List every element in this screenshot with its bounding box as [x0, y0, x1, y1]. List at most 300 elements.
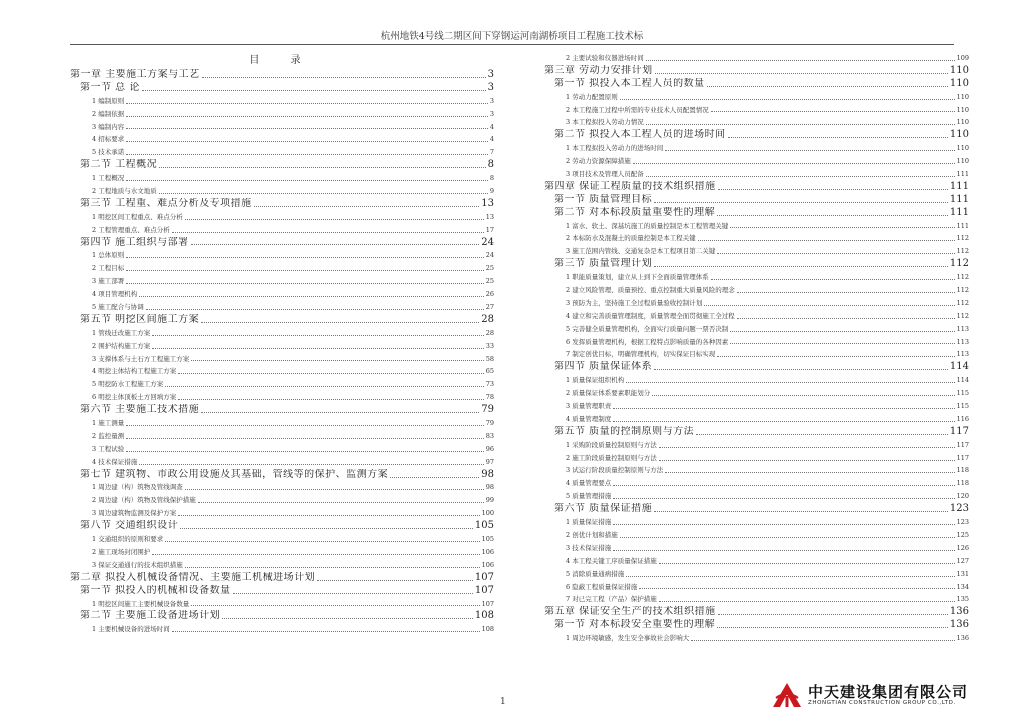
toc-dot-leader [646, 124, 955, 125]
toc-entry-item[interactable] [544, 581, 969, 594]
toc-entry-item[interactable] [544, 465, 969, 478]
toc-entry-page: 25 [485, 277, 494, 286]
toc-entry-item[interactable] [70, 224, 494, 237]
toc-dot-leader [717, 627, 948, 628]
toc-entry-item[interactable] [544, 155, 969, 168]
toc-entry-item[interactable] [70, 417, 494, 430]
toc-entry-item[interactable] [544, 336, 969, 349]
toc-entry-page: 96 [485, 444, 494, 453]
toc-dot-leader [126, 154, 488, 155]
toc-entry-page: 112 [949, 258, 969, 270]
toc-entry-page: 134 [956, 582, 969, 591]
toc-entry-page: 106 [481, 560, 494, 569]
toc-entry-chap[interactable] [544, 65, 969, 78]
toc-entry-page: 114 [949, 361, 969, 373]
toc-entry-page: 99 [485, 496, 494, 505]
toc-entry-page: 111 [956, 170, 969, 178]
toc-entry-item[interactable] [70, 275, 494, 288]
toc-entry-item[interactable] [544, 348, 969, 361]
toc-dot-leader [126, 116, 488, 117]
toc-entry-title: 第四节 施工组织与部署 [80, 236, 189, 248]
toc-entry-item[interactable] [544, 116, 969, 129]
toc-entry-title: 5 完善健全质量管理机构，全面实行质量问题一票否决制 [566, 324, 729, 333]
toc-entry-page: 65 [485, 367, 494, 376]
toc-entry-page: 111 [956, 221, 969, 230]
toc-entry-item[interactable] [544, 400, 969, 413]
toc-entry-item[interactable] [70, 494, 494, 507]
toc-dot-leader [652, 395, 954, 396]
toc-entry-item[interactable] [544, 516, 969, 529]
toc-dot-leader [704, 305, 954, 306]
toc-entry-title: 6 明挖主体顶板土方回填方案 [92, 393, 177, 402]
toc-dot-leader [613, 408, 954, 409]
toc-entry-item[interactable] [544, 310, 969, 323]
toc-entry-title: 第一节 质量管理目标 [554, 193, 653, 205]
company-logo [770, 680, 970, 710]
toc-entry-item[interactable] [70, 378, 494, 391]
toc-entry-page: 105 [474, 520, 494, 532]
toc-dot-leader [159, 193, 488, 194]
toc-entry-item[interactable] [544, 168, 969, 181]
toc-entry-sec[interactable] [544, 207, 969, 220]
toc-dot-leader [126, 257, 484, 258]
toc-entry-title: 第三节 工程重、难点分析及专项措施 [80, 197, 252, 209]
toc-entry-title: 第二节 对本标段质量重要性的理解 [554, 206, 716, 218]
toc-dot-leader [198, 502, 484, 503]
toc-entry-title: 5 明挖防水工程施工方案 [92, 380, 164, 389]
toc-entry-item[interactable] [544, 284, 969, 297]
toc-entry-chap[interactable] [544, 606, 969, 619]
toc-entry-title: 5 消除质量通病措施 [566, 569, 625, 578]
toc-entry-page: 9 [489, 187, 494, 195]
toc-entry-title: 2 施工阶段质量控制原则与方法 [566, 453, 657, 462]
toc-entry-page: 24 [481, 236, 494, 248]
toc-entry-page: 26 [485, 290, 494, 299]
toc-entry-page: 115 [956, 402, 969, 411]
toc-entry-sec[interactable] [544, 78, 969, 91]
toc-entry-item[interactable] [544, 593, 969, 606]
toc-dot-leader [172, 232, 484, 233]
toc-dot-leader [620, 537, 955, 538]
toc-entry-title: 3 支撑体系与土石方工程施工方案 [92, 354, 190, 363]
toc-entry-page: 73 [485, 380, 494, 389]
toc-entry-item[interactable] [70, 482, 494, 495]
toc-entry-title: 第六节 主要施工技术措施 [80, 404, 200, 416]
toc-entry-page: 28 [485, 328, 494, 337]
toc-entry-title: 7 对已完工程（产品）保护措施 [566, 595, 657, 604]
toc-dot-leader [655, 73, 948, 74]
toc-entry-page: 98 [485, 483, 494, 492]
toc-entry-page: 58 [485, 354, 494, 363]
toc-entry-item[interactable] [70, 340, 494, 353]
toc-entry-page: 79 [481, 404, 494, 416]
toc-entry-page: 17 [485, 225, 494, 234]
toc-entry-title: 第二节 工程概况 [80, 159, 158, 171]
toc-entry-title: 1 施工测量 [92, 419, 125, 428]
toc-entry-title: 5 施工配合与协调 [92, 303, 144, 312]
toc-dot-leader [178, 373, 484, 374]
toc-entry-title: 1 明挖区间工程重点、难点分析 [92, 212, 183, 221]
toc-entry-title: 6 隐蔽工程质量保证措施 [566, 582, 638, 591]
toc-entry-item[interactable] [544, 413, 969, 426]
toc-dot-leader [737, 318, 955, 319]
toc-entry-sec[interactable] [544, 503, 969, 516]
toc-entry-page: 120 [956, 492, 969, 501]
toc-entry-item[interactable] [544, 52, 969, 65]
toc-entry-title: 第二章 拟投入机械设备情况、主要施工机械进场计划 [70, 571, 316, 583]
toc-entry-sec[interactable] [70, 314, 494, 327]
toc-entry-item[interactable] [70, 598, 494, 611]
toc-entry-page: 116 [956, 414, 969, 423]
toc-entry-item[interactable] [544, 568, 969, 581]
toc-entry-page: 118 [956, 466, 969, 475]
toc-entry-page: 126 [956, 543, 969, 552]
toc-dot-leader [139, 296, 484, 297]
toc-entry-title: 1 质量保证组织机构 [566, 376, 625, 385]
toc-entry-chap[interactable] [70, 69, 494, 82]
toc-entry-item[interactable] [70, 327, 494, 340]
toc-entry-page: 135 [956, 595, 969, 604]
toc-entry-item[interactable] [70, 301, 494, 314]
toc-entry-sec[interactable] [70, 520, 494, 533]
toc-entry-item[interactable] [544, 245, 969, 258]
toc-dot-leader [730, 227, 954, 228]
toc-entry-title: 5 技术承诺 [92, 148, 125, 157]
toc-dot-leader [126, 103, 488, 104]
toc-entry-item[interactable] [70, 211, 494, 224]
toc-entry-item[interactable] [544, 490, 969, 503]
toc-entry-page: 110 [956, 118, 969, 127]
toc-entry-title: 4 质量管理要点 [566, 479, 612, 488]
toc-entry-title: 2 周边建（构）筑物及管线保护措施 [92, 496, 196, 505]
toc-entry-item[interactable] [544, 387, 969, 400]
toc-entry-item[interactable] [70, 95, 494, 108]
toc-entry-page: 113 [956, 350, 969, 359]
toc-entry-title: 4 明挖主体结构工程施工方案 [92, 367, 177, 376]
toc-entry-page: 8 [489, 174, 494, 183]
toc-dot-leader [202, 77, 486, 78]
toc-dot-leader [126, 128, 488, 129]
toc-entry-item[interactable] [544, 323, 969, 336]
toc-dot-leader [191, 360, 484, 361]
toc-dot-leader [178, 399, 484, 400]
toc-entry-item[interactable] [544, 297, 969, 310]
toc-title: 目 录 [249, 55, 315, 66]
toc-entry-item[interactable] [70, 146, 494, 159]
toc-entry-item[interactable] [544, 104, 969, 117]
toc-dot-leader [654, 511, 948, 512]
toc-dot-leader [126, 270, 484, 271]
toc-entry-sec[interactable] [544, 129, 969, 142]
toc-entry-page: 123 [956, 518, 969, 527]
toc-entry-item[interactable] [70, 533, 494, 546]
toc-entry-title: 2 本工程施工过程中所需的专业技术人员配置情况 [566, 105, 709, 114]
toc-entry-title: 第一节 拟投入的机械和设备数量 [80, 584, 231, 596]
toc-entry-sec[interactable] [544, 426, 969, 439]
toc-entry-sec[interactable] [70, 585, 494, 598]
toc-dot-leader [717, 253, 954, 254]
toc-dot-leader [139, 464, 484, 465]
toc-entry-chap[interactable] [544, 181, 969, 194]
toc-entry-page: 28 [481, 313, 494, 325]
toc-entry-page: 13 [481, 197, 494, 209]
toc-entry-item[interactable] [70, 365, 494, 378]
toc-entry-item[interactable] [70, 353, 494, 366]
toc-entry-title: 3 项目技术及管理人员配备 [566, 170, 644, 178]
toc-dot-leader [126, 141, 488, 142]
toc-entry-item[interactable] [544, 529, 969, 542]
toc-dot-leader [165, 386, 484, 387]
toc-entry-sec[interactable] [544, 194, 969, 207]
toc-entry-page: 112 [956, 273, 969, 282]
toc-dot-leader [126, 425, 484, 426]
toc-dot-leader [711, 279, 955, 280]
toc-entry-title: 1 劳动力配置原则 [566, 92, 618, 101]
toc-entry-title: 3 试运行阶段质量控制原则与方法 [566, 466, 664, 475]
toc-entry-item[interactable] [70, 430, 494, 443]
toc-entry-sec[interactable] [70, 237, 494, 250]
toc-entry-page: 109 [956, 53, 969, 62]
toc-entry-title: 3 施工范围内管线、交通复杂是本工程项目第二关键 [566, 247, 716, 256]
toc-entry-page: 24 [485, 251, 494, 260]
toc-dot-leader [613, 485, 954, 486]
toc-entry-sec[interactable] [70, 198, 494, 211]
toc-entry-title: 第五章 保证安全生产的技术组织措施 [544, 606, 716, 618]
toc-entry-title: 第三章 劳动力安排计划 [544, 64, 653, 76]
toc-entry-page: 111 [949, 193, 969, 205]
toc-dot-leader [172, 631, 480, 632]
toc-dot-leader [180, 528, 473, 529]
toc-entry-title: 2 建立风险管理、质量预控、重点控制重大质量风险的理念 [566, 286, 735, 295]
toc-entry-title: 第六节 质量保证措施 [554, 503, 653, 515]
toc-entry-title: 第四节 质量保证体系 [554, 361, 653, 373]
toc-entry-item[interactable] [544, 271, 969, 284]
toc-entry-title: 1 工程概况 [92, 174, 125, 183]
toc-entry-title: 第八节 交通组织设计 [80, 520, 179, 532]
toc-entry-item[interactable] [544, 477, 969, 490]
toc-entry-page: 3 [487, 69, 494, 80]
toc-entry-item[interactable] [70, 456, 494, 469]
toc-entry-title: 第五节 明挖区间施工方案 [80, 313, 200, 325]
company-logo-icon [770, 680, 804, 710]
toc-dot-leader [717, 215, 948, 216]
toc-entry-item[interactable] [70, 133, 494, 146]
toc-entry-page: 105 [481, 535, 494, 544]
toc-entry-item[interactable] [544, 555, 969, 568]
toc-entry-title: 1 周边建（构）筑物及管线调查 [92, 483, 183, 492]
toc-entry-item[interactable] [70, 288, 494, 301]
toc-dot-leader [659, 460, 955, 461]
toc-entry-item[interactable] [70, 546, 494, 559]
toc-entry-page: 110 [949, 77, 969, 89]
toc-entry-sec[interactable] [544, 258, 969, 271]
toc-entry-page: 118 [956, 479, 969, 488]
toc-entry-item[interactable] [70, 249, 494, 262]
toc-entry-page: 110 [956, 144, 969, 153]
toc-entry-page: 117 [956, 440, 969, 449]
toc-dot-leader [711, 111, 955, 112]
toc-entry-title: 2 主要试验和仪器进场时间 [566, 53, 644, 62]
toc-entry-item[interactable] [70, 262, 494, 275]
toc-entry-title: 2 工程管理重点、难点分析 [92, 225, 170, 234]
toc-dot-leader [633, 163, 955, 164]
toc-entry-title: 1 周边环境敏感，发生安全事故社会影响大 [566, 634, 690, 643]
toc-entry-sec[interactable] [70, 610, 494, 623]
toc-entry-page: 110 [949, 64, 969, 76]
toc-dot-leader [146, 309, 484, 310]
toc-dot-leader [659, 601, 955, 602]
toc-entry-page: 3 [489, 109, 494, 118]
toc-entry-title: 3 工程试验 [92, 444, 125, 453]
toc-dot-leader [185, 489, 484, 490]
toc-entry-title: 1 职能质量策划，建立从上到下全面质量管理体系 [566, 273, 709, 282]
toc-entry-title: 4 项目管理机构 [92, 290, 138, 299]
toc-dot-leader [659, 447, 955, 448]
toc-entry-item[interactable] [70, 623, 494, 636]
toc-entry-title: 第一节 总 论 [80, 81, 140, 93]
toc-entry-page: 117 [949, 425, 969, 437]
toc-entry-page: 100 [481, 509, 494, 518]
toc-entry-item[interactable] [544, 220, 969, 233]
toc-entry-sec[interactable] [544, 361, 969, 374]
toc-entry-title: 第二节 主要施工设备进场计划 [80, 610, 221, 622]
toc-entry-item[interactable] [70, 185, 494, 198]
toc-entry-item[interactable] [544, 142, 969, 155]
toc-entry-page: 106 [481, 547, 494, 556]
toc-entry-page: 7 [489, 148, 494, 157]
toc-entry-page: 3 [487, 81, 494, 93]
toc-entry-page: 113 [956, 324, 969, 333]
toc-dot-leader [737, 292, 955, 293]
toc-entry-sec[interactable] [70, 404, 494, 417]
toc-entry-page: 112 [956, 247, 969, 256]
company-name-en: ZHONGTIAN CONSTRUCTION GROUP CO.,LTD. [808, 700, 956, 706]
toc-entry-title: 4 本工程关键工序质量保证措施 [566, 556, 657, 565]
toc-dot-leader [730, 343, 954, 344]
toc-entry-item[interactable] [544, 439, 969, 452]
toc-entry-title: 3 编制内容 [92, 122, 125, 131]
toc-entry-title: 3 质量管理职责 [566, 402, 612, 411]
toc-entry-page: 136 [949, 606, 969, 618]
toc-entry-page: 8 [487, 159, 494, 171]
toc-dot-leader [707, 86, 948, 87]
toc-dot-leader [691, 640, 954, 641]
toc-entry-page: 117 [956, 453, 969, 462]
toc-entry-chap[interactable] [70, 572, 494, 585]
toc-entry-title: 5 质量管理措施 [566, 492, 612, 501]
toc-entry-title: 1 质量保证措施 [566, 518, 612, 527]
toc-entry-title: 2 围护结构施工方案 [92, 341, 151, 350]
toc-entry-page: 25 [485, 264, 494, 273]
toc-entry-title: 6 发挥质量管理机构，根据工程特点影响质量的各种因素 [566, 337, 729, 346]
toc-dot-leader [728, 137, 948, 138]
toc-entry-page: 110 [956, 105, 969, 114]
toc-dot-leader [159, 167, 485, 168]
toc-entry-page: 78 [485, 393, 494, 402]
toc-entry-item[interactable] [544, 374, 969, 387]
toc-entry-title: 2 监控量测 [92, 431, 125, 440]
toc-entry-page: 33 [485, 341, 494, 350]
toc-entry-page: 98 [481, 468, 494, 480]
toc-entry-title: 第一章 主要施工方案与工艺 [70, 69, 200, 80]
document-header: 杭州地铁4号线二期区间下穿钢运河南湖桥项目工程施工技术标 [70, 30, 954, 45]
toc-entry-title: 3 技术保证措施 [566, 543, 612, 552]
toc-entry-item[interactable] [544, 542, 969, 555]
toc-dot-leader [152, 554, 479, 555]
toc-entry-item[interactable] [70, 391, 494, 404]
toc-dot-leader [696, 434, 948, 435]
toc-entry-page: 111 [949, 180, 969, 192]
toc-dot-leader [185, 219, 484, 220]
toc-entry-title: 2 编制依据 [92, 109, 125, 118]
toc-dot-leader [201, 322, 479, 323]
toc-dot-leader [659, 563, 955, 564]
toc-entry-item[interactable] [70, 507, 494, 520]
toc-entry-title: 1 主要机械设备的进场时间 [92, 625, 170, 634]
toc-dot-leader [191, 605, 479, 606]
toc-entry-title: 1 编制原则 [92, 96, 125, 105]
toc-left-list [70, 69, 494, 636]
toc-entry-page: 27 [485, 303, 494, 312]
toc-entry-item[interactable] [70, 121, 494, 134]
toc-entry-title: 1 交通组织的原则和要求 [92, 535, 164, 544]
toc-entry-title: 2 工程地质与水文地质 [92, 187, 157, 195]
company-name-cn: 中天建设集团有限公司 [808, 683, 969, 701]
toc-entry-title: 2 质量保证体系要素职能划分 [566, 389, 651, 398]
toc-left-column [70, 52, 494, 636]
toc-entry-title: 第二节 拟投入本工程人员的进场时间 [554, 129, 726, 141]
toc-entry-title: 1 管线迁改施工方案 [92, 328, 151, 337]
toc-entry-title: 第一节 拟投入本工程人员的数量 [554, 77, 705, 89]
toc-entry-item[interactable] [544, 452, 969, 465]
toc-dot-leader [165, 541, 479, 542]
toc-entry-page: 115 [956, 389, 969, 398]
toc-entry-title: 4 质量管理制度 [566, 414, 612, 423]
toc-entry-page: 112 [956, 298, 969, 307]
toc-entry-item[interactable] [70, 443, 494, 456]
toc-dot-leader [654, 202, 948, 203]
toc-entry-title: 第四章 保证工程质量的技术组织措施 [544, 180, 716, 192]
toc-entry-item[interactable] [70, 172, 494, 185]
toc-dot-leader [613, 550, 954, 551]
toc-entry-item[interactable] [70, 559, 494, 572]
toc-dot-leader [717, 356, 954, 357]
toc-entry-sec[interactable] [70, 469, 494, 482]
toc-entry-title: 2 劳动力资源保障措施 [566, 157, 631, 166]
toc-entry-page: 108 [481, 625, 494, 634]
toc-entry-sec[interactable] [544, 619, 969, 632]
toc-entry-page: 107 [474, 571, 494, 583]
toc-entry-title: 1 明挖区间施工主要机械设备数量 [92, 599, 190, 608]
toc-dot-leader [718, 614, 948, 615]
toc-entry-title: 1 本工程拟投入劳动力的进场时间 [566, 144, 664, 153]
toc-entry-page: 112 [956, 286, 969, 295]
toc-entry-sec[interactable] [70, 82, 494, 95]
toc-entry-sec[interactable] [70, 159, 494, 172]
toc-dot-leader [126, 180, 488, 181]
toc-entry-title: 1 总体原则 [92, 251, 125, 260]
toc-dot-leader [626, 382, 954, 383]
toc-entry-page: 108 [474, 610, 494, 622]
toc-entry-page: 107 [474, 584, 494, 596]
toc-dot-leader [665, 150, 954, 151]
toc-dot-leader [646, 60, 955, 61]
toc-entry-item[interactable] [544, 91, 969, 104]
toc-entry-item[interactable] [70, 108, 494, 121]
toc-entry-item[interactable] [544, 232, 969, 245]
toc-dot-leader [654, 369, 948, 370]
toc-entry-item[interactable] [544, 632, 969, 645]
